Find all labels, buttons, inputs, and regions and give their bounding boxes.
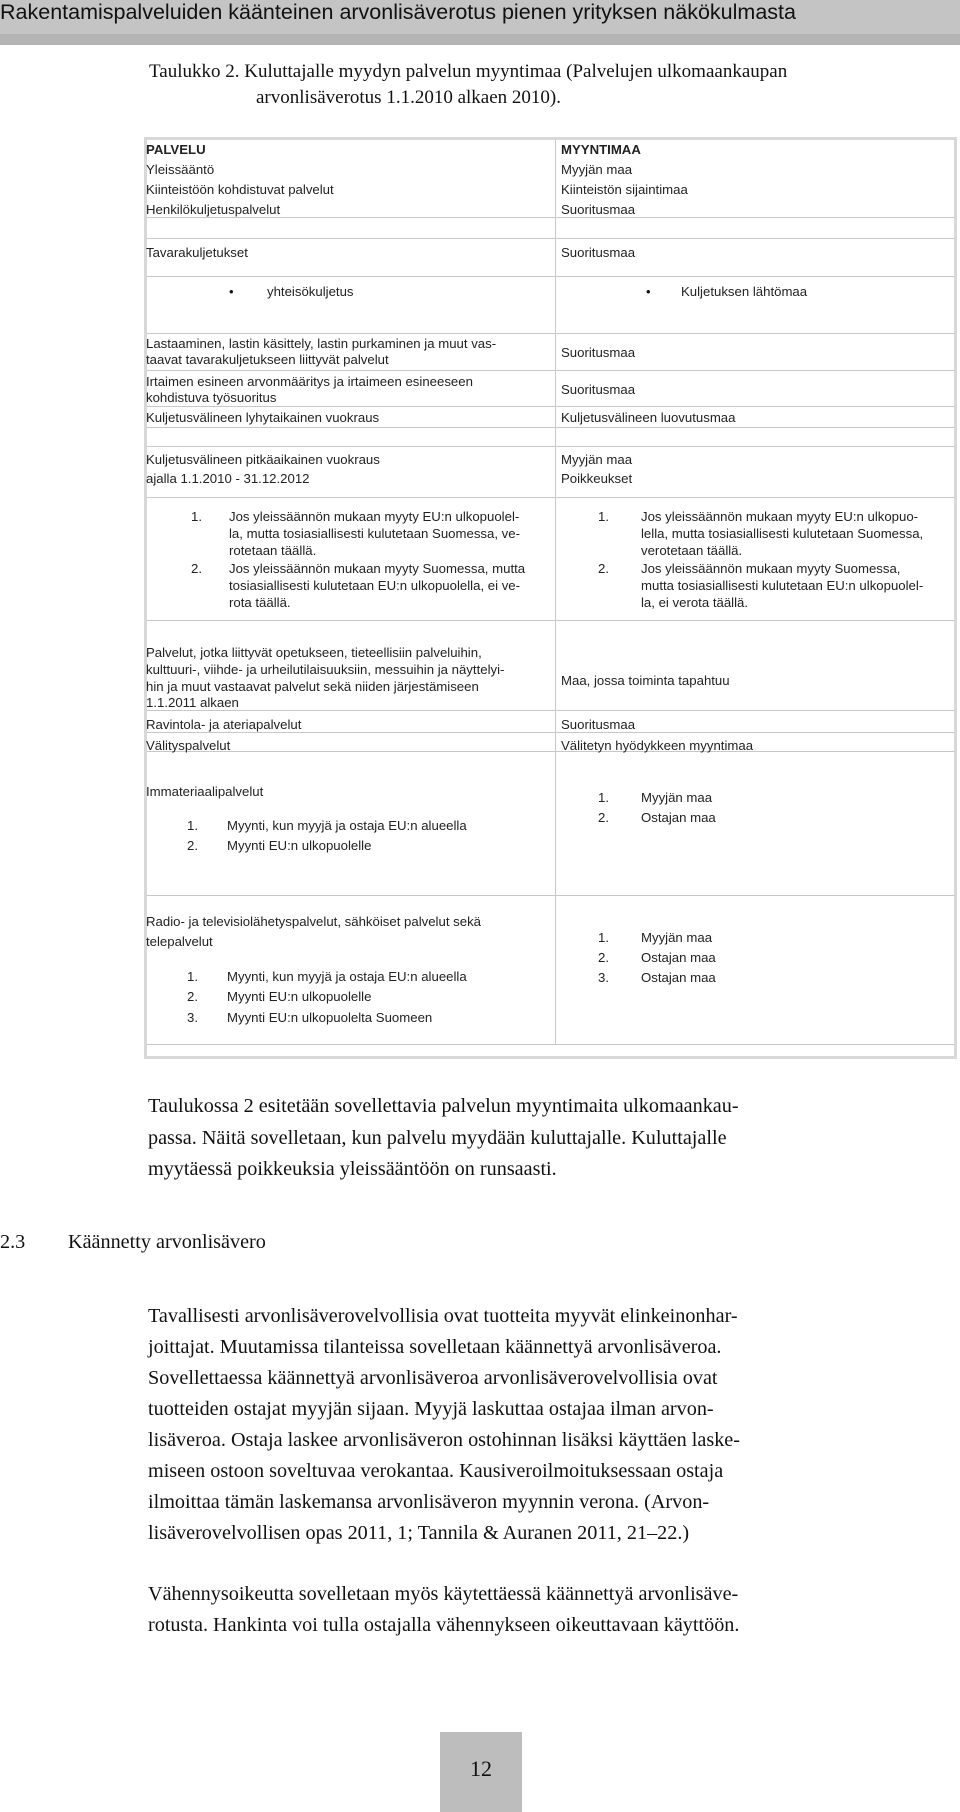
body-text-line: passa. Näitä sovelletaan, kun palvelu myydään kuluttajalle. Kuluttajalle (148, 1127, 727, 1149)
row-rule (147, 620, 955, 621)
row-rule (147, 1044, 955, 1045)
exception-text: lella, mutta tosiasiallisesti kulutetaan Suomessa, (641, 526, 924, 541)
service-cell: ajalla 1.1.2010 - 31.12.2012 (146, 471, 310, 486)
row-rule (147, 732, 955, 733)
country-subitem: Kuljetuksen lähtömaa (681, 284, 808, 299)
row-rule (147, 238, 955, 239)
service-cell: hin ja muut vastaavat palvelut sekä niiden järjestämiseen (146, 679, 479, 694)
row-rule (147, 427, 955, 428)
list-item: Myynti, kun myyjä ja ostaja EU:n alueella (227, 969, 467, 984)
row-rule (147, 446, 955, 447)
service-cell: Lastaaminen, lastin käsittely, lastin purkaminen ja muut vas- (146, 336, 497, 351)
list-item: Myynti EU:n ulkopuolelta Suomeen (227, 1010, 433, 1025)
service-cell: Ravintola- ja ateriapalvelut (146, 717, 302, 732)
exception-number: 2. (598, 561, 609, 576)
body-text-line: Taulukossa 2 esitetään sovellettavia palvelun myyntimaita ulkomaankau- (148, 1095, 739, 1117)
exception-text: la, ei verota täällä. (641, 595, 749, 610)
exception-number: 2. (191, 561, 202, 576)
page-number: 12 (470, 1756, 492, 1781)
service-cell: Henkilökuljetuspalvelut (146, 202, 281, 217)
service-cell: Radio- ja televisiolähetyspalvelut, sähköiset palvelut sekä (146, 914, 481, 929)
column-header-myyntimaa: MYYNTIMAA (561, 142, 641, 157)
list-number: 1. (598, 930, 609, 945)
list-number: 2. (187, 989, 198, 1004)
service-cell: Yleissääntö (146, 162, 215, 177)
exception-number: 1. (191, 509, 202, 524)
header-rule (0, 34, 960, 45)
list-item: Ostajan maa (641, 950, 716, 965)
exception-text: Jos yleissäännön mukaan myyty Suomessa, mutta (229, 561, 526, 576)
country-cell: Myyjän maa (561, 452, 633, 467)
exception-text: Jos yleissäännön mukaan myyty EU:n ulkopuo- (641, 509, 919, 524)
body-text-line: Tavallisesti arvonlisäverovelvollisia ovat tuotteita myyvät elinkeinonhar- (148, 1305, 738, 1327)
table-caption-line-2: arvonlisäverotus 1.1.2010 alkaen 2010). (256, 87, 561, 108)
row-rule (147, 333, 955, 334)
service-cell: Tavarakuljetukset (146, 245, 248, 260)
country-cell: Kiinteistön sijaintimaa (561, 182, 688, 197)
service-subitem: yhteisökuljetus (267, 284, 354, 299)
country-cell: Suoritusmaa (561, 717, 636, 732)
exception-text: rota täällä. (229, 595, 291, 610)
list-number: 2. (187, 838, 198, 853)
row-rule (147, 751, 955, 752)
table-caption-line-1: Taulukko 2. Kuluttajalle myydyn palvelun myyntimaa (Palvelujen ulkomaankaupan (149, 61, 788, 82)
exception-number: 1. (598, 509, 609, 524)
country-cell: Myyjän maa (561, 162, 633, 177)
body-text-line: lisäverovelvollisen opas 2011, 1; Tannila & Auranen 2011, 21–22.) (148, 1522, 690, 1544)
row-rule (147, 497, 955, 498)
service-cell: Palvelut, jotka liittyvät opetukseen, tieteellisiin palveluihin, (146, 645, 482, 660)
list-number: 2. (598, 810, 609, 825)
service-cell: Kuljetusvälineen lyhytaikainen vuokraus (146, 410, 380, 425)
list-item: Myynti, kun myyjä ja ostaja EU:n alueella (227, 818, 467, 833)
country-cell: Välitetyn hyödykkeen myyntimaa (561, 738, 754, 753)
exception-text: la, mutta tosiasiallisesti kulutetaan Suomessa, ve- (229, 526, 520, 541)
bullet-icon: • (229, 284, 234, 299)
exception-text: mutta tosiasiallisesti kulutetaan EU:n ulkopuolel- (641, 578, 924, 593)
exception-text: verotetaan täällä. (641, 543, 743, 558)
service-cell: Immateriaalipalvelut (146, 784, 264, 799)
service-cell: Välityspalvelut (146, 738, 231, 753)
service-cell: Kuljetusvälineen pitkäaikainen vuokraus (146, 452, 380, 467)
service-cell: Irtaimen esineen arvonmääritys ja irtaimeen esineeseen (146, 374, 473, 389)
list-number: 1. (598, 790, 609, 805)
country-cell: Maa, jossa toiminta tapahtuu (561, 673, 730, 688)
list-item: Myynti EU:n ulkopuolelle (227, 989, 372, 1004)
body-text-line: Sovellettaessa käännettyä arvonlisäveroa arvonlisäverovelvollisia ovat (148, 1367, 718, 1389)
row-rule (147, 276, 955, 277)
country-cell: Poikkeukset (561, 471, 633, 486)
section-number: 2.3 (0, 1231, 26, 1253)
list-item: Ostajan maa (641, 810, 716, 825)
column-header-palvelu: PALVELU (146, 142, 206, 157)
bullet-icon: • (646, 284, 651, 299)
country-cell: Suoritusmaa (561, 382, 636, 397)
body-text-line: ilmoittaa tämän laskemansa arvonlisäveron myynnin verona. (Arvon- (148, 1491, 710, 1513)
list-number: 3. (187, 1010, 198, 1025)
list-number: 1. (187, 969, 198, 984)
list-number: 3. (598, 970, 609, 985)
exception-text: rotetaan täällä. (229, 543, 317, 558)
service-cell: 1.1.2011 alkaen (146, 695, 239, 710)
body-text-line: lisäveroa. Ostaja laskee arvonlisäveron ostohinnan lisäksi käyttäen laske- (148, 1429, 740, 1451)
list-item: Myynti EU:n ulkopuolelle (227, 838, 372, 853)
list-number: 2. (598, 950, 609, 965)
body-text-line: joittajat. Muutamissa tilanteissa sovelletaan käännettyä arvonlisäveroa. (148, 1336, 722, 1358)
running-header-title: Rakentamispalveluiden käänteinen arvonlisäverotus pienen yrityksen näkökulmasta (0, 0, 796, 24)
country-cell: Suoritusmaa (561, 245, 636, 260)
exception-text: Jos yleissäännön mukaan myyty EU:n ulkopuolel- (229, 509, 520, 524)
body-text-line: myytäessä poikkeuksia yleissääntöön on runsaasti. (148, 1158, 557, 1180)
list-item: Myyjän maa (641, 790, 713, 805)
row-rule (147, 370, 955, 371)
service-cell: kohdistuva työsuoritus (146, 390, 277, 405)
row-rule (147, 710, 955, 711)
row-rule (147, 217, 955, 218)
country-cell: Suoritusmaa (561, 345, 636, 360)
service-cell: taavat tavarakuljetukseen liittyvät palvelut (146, 352, 389, 367)
service-cell: Kiinteistöön kohdistuvat palvelut (146, 182, 334, 197)
country-cell: Suoritusmaa (561, 202, 636, 217)
body-text-line: miseen ostoon soveltuvaa verokantaa. Kausiveroilmoituksessaan ostaja (148, 1460, 724, 1482)
row-rule (147, 895, 955, 896)
country-cell: Kuljetusvälineen luovutusmaa (561, 410, 736, 425)
body-text-line: rotusta. Hankinta voi tulla ostajalla vähennykseen oikeuttavaan käyttöön. (148, 1614, 740, 1636)
exception-text: tosiasiallisesti kulutetaan EU:n ulkopuolella, ei ve- (229, 578, 521, 593)
service-cell: telepalvelut (146, 934, 213, 949)
exception-text: Jos yleissäännön mukaan myyty Suomessa, (641, 561, 901, 576)
list-number: 1. (187, 818, 198, 833)
body-text-line: Vähennysoikeutta sovelletaan myös käytettäessä käännettyä arvonlisäve- (148, 1583, 739, 1605)
body-text-line: tuotteiden ostajat myyjän sijaan. Myyjä laskuttaa ostajaa ilman arvon- (148, 1398, 714, 1420)
service-cell: kulttuuri-, viihde- ja urheilutilaisuuksiin, messuihin ja näyttelyi- (146, 662, 505, 677)
list-item: Ostajan maa (641, 970, 716, 985)
row-rule (147, 406, 955, 407)
list-item: Myyjän maa (641, 930, 713, 945)
section-title: Käännetty arvonlisävero (68, 1231, 266, 1253)
